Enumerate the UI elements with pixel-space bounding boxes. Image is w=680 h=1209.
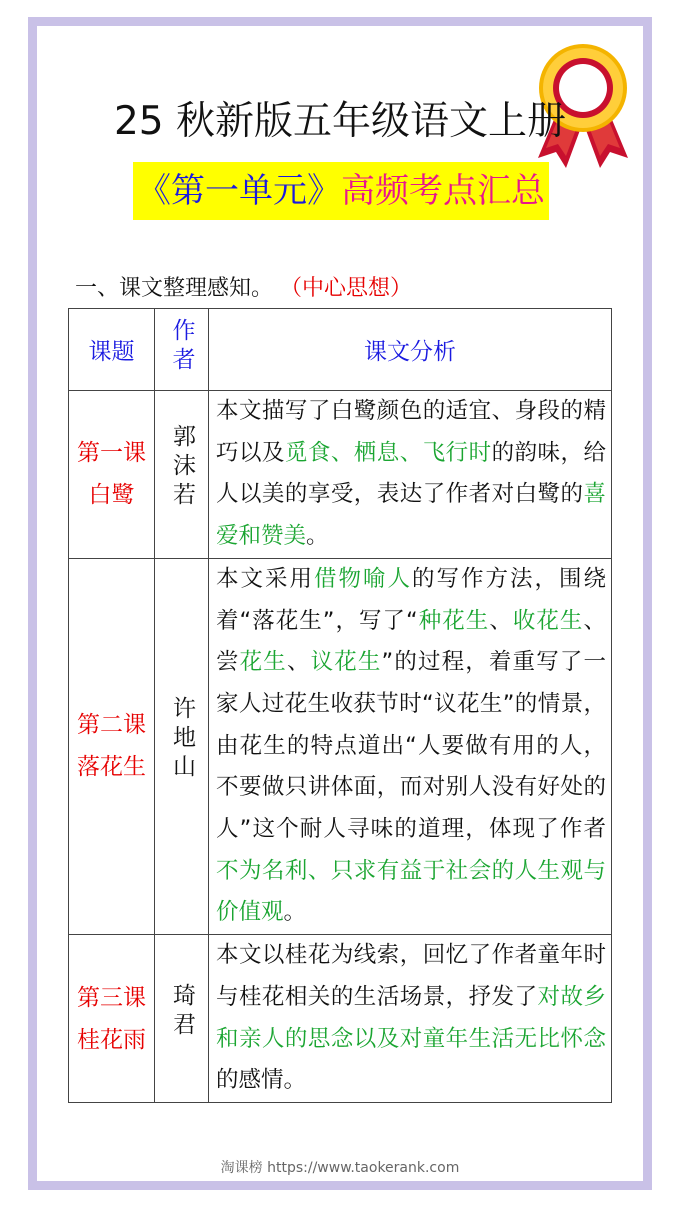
analysis-text: 的感情。	[216, 1067, 307, 1094]
author-name: 琦君	[169, 982, 195, 1041]
analysis-cell	[209, 558, 612, 934]
analysis-keyword: 收花生	[512, 607, 584, 634]
analysis-text: 。	[283, 899, 307, 926]
section-heading-text: 一、课文整理感知。	[75, 276, 274, 301]
table-row	[69, 558, 612, 934]
table-row	[69, 935, 612, 1103]
lesson-title: 白鹭	[88, 482, 135, 509]
lesson-cell	[69, 391, 155, 559]
analysis-text: 的写作方法，围绕着“落花生”，写了“	[216, 565, 606, 634]
analysis-text: 本文描写了白鹭颜色的适宜、身段的精巧以及	[216, 398, 606, 466]
subtitle-unit: 《第一单元》	[137, 171, 341, 211]
header-analysis: 课文分析	[209, 309, 612, 391]
subtitle-topic: 高频考点汇总	[341, 171, 545, 211]
analysis-cell	[209, 391, 612, 559]
analysis-keyword: 花生	[239, 649, 287, 676]
lesson-number: 第三课	[77, 984, 146, 1011]
analysis-text: 、	[489, 607, 513, 634]
author-name: 郭沫若	[169, 423, 195, 511]
lesson-title: 桂花雨	[77, 1026, 146, 1053]
header-lesson: 课题	[69, 309, 155, 391]
analysis-text: 本文采用	[216, 565, 314, 592]
lesson-cell	[69, 558, 155, 934]
analysis-text: 、尝	[216, 607, 606, 676]
header-author: 作者	[168, 317, 195, 376]
analysis-keyword: 喜爱和赞美	[216, 481, 606, 550]
analysis-keyword: 议花生	[310, 649, 382, 676]
analysis-text: 。	[306, 523, 329, 550]
lesson-number: 第二课	[77, 712, 146, 739]
analysis-keyword: 借物喻人	[314, 565, 412, 592]
analysis-cell	[209, 935, 612, 1103]
table-row	[69, 391, 612, 559]
analysis-keyword: 对故乡和亲人的思念以及对童年生活无比怀念	[216, 983, 606, 1052]
author-cell	[155, 935, 209, 1103]
analysis-text: 本文以桂花为线索，回忆了作者童年时与桂花相关的生活场景，抒发了	[216, 942, 606, 1010]
subtitle-banner	[133, 162, 549, 220]
lesson-table	[68, 308, 612, 1103]
lesson-number: 第一课	[77, 440, 146, 467]
analysis-text: ”的过程，着重写了一家人过花生收获节时“议花生”的情景，由花生的特点道出“人要做有用的人，不要做只讲体面，而对别人没有好处的人”这个耐人寻味的道理，体现了作者	[216, 649, 606, 843]
analysis-keyword: 不为名利、只求有益于社会的人生观与价值观	[216, 857, 606, 926]
table-header-row	[69, 309, 612, 391]
analysis-keyword: 种花生	[417, 607, 490, 634]
page-title: 25 秋新版五年级语文上册	[113, 99, 567, 144]
header-author-cell	[155, 309, 209, 391]
lesson-title: 落花生	[77, 754, 146, 781]
lesson-cell	[69, 935, 155, 1103]
author-cell	[155, 558, 209, 934]
analysis-text: 的韵味，给人以美的享受，表达了作者对白鹭的	[216, 439, 606, 508]
footer-watermark: 淘课榜 https://www.taokerank.com	[220, 1160, 460, 1176]
analysis-text: 、	[286, 649, 311, 676]
author-cell	[155, 391, 209, 559]
author-name: 许地山	[169, 695, 195, 783]
section-heading	[75, 273, 412, 305]
section-heading-note: （中心思想）	[280, 276, 413, 301]
analysis-keyword: 觅食、栖息、飞行时	[284, 439, 492, 466]
